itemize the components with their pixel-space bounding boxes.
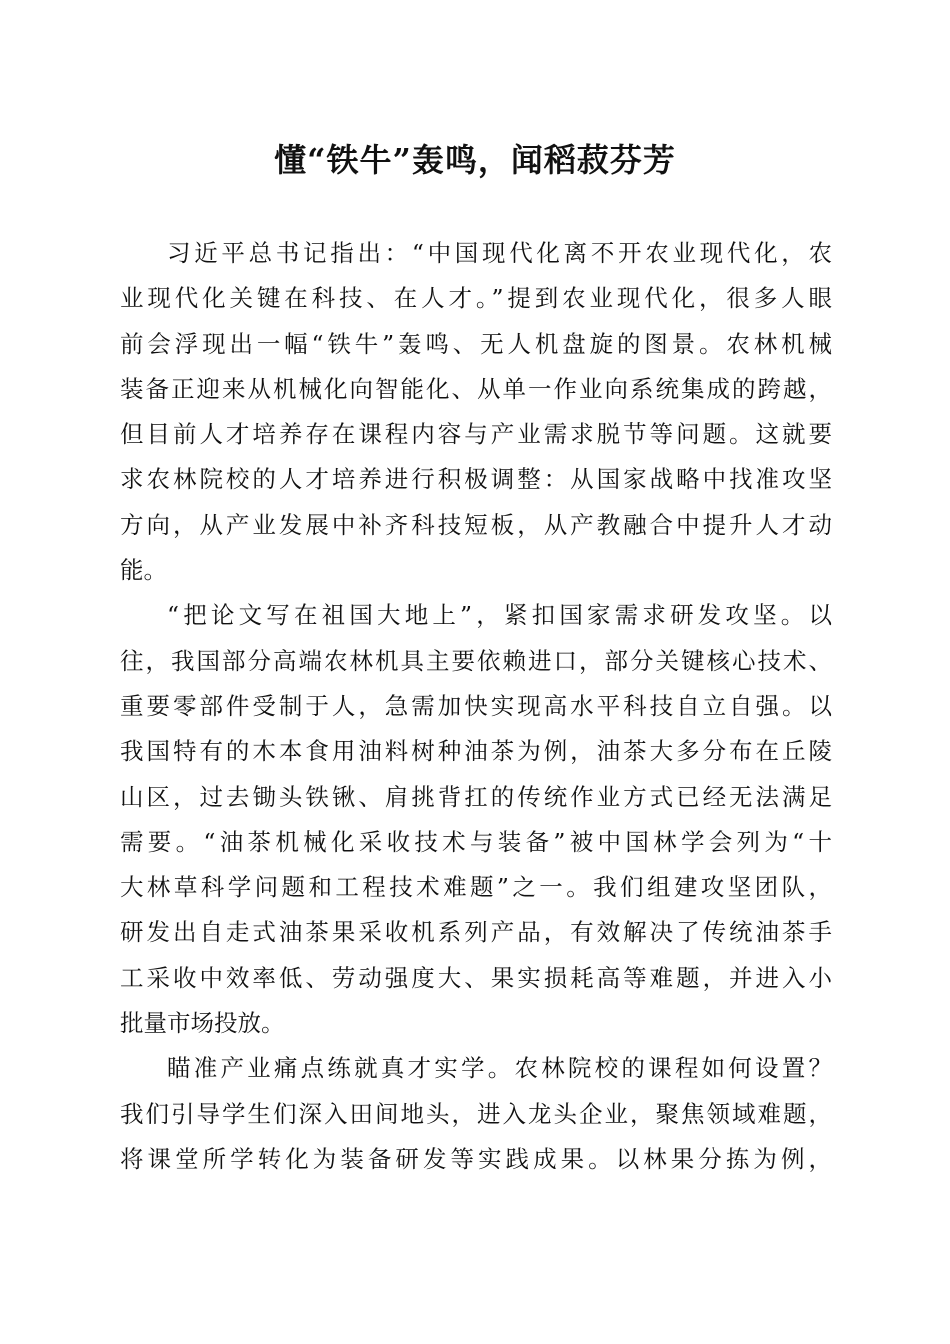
text-line: 重要零部件受制于人，急需加快实现高水平科技自立自强。以 [120,691,832,720]
text-line: 求农林院校的人才培养进行积极调整：从国家战略中找准攻坚 [120,465,832,494]
text-line: 往，我国部分高端农林机具主要依赖进口，部分关键核心技术、 [120,646,832,675]
text-line: 习近平总书记指出：“中国现代化离不开农业现代化，农 [167,239,832,267]
text-line: 大林草科学问题和工程技术难题”之一。我们组建攻坚团队， [120,873,832,902]
text-line: 批量市场投放。 [120,1009,285,1038]
text-line: 但目前人才培养存在课程内容与产业需求脱节等问题。这就要 [120,420,832,449]
text-line: 业现代化关键在科技、在人才。”提到农业现代化，很多人眼 [120,284,832,313]
paragraph-2 [120,593,832,1046]
text-line: 方向，从产业发展中补齐科技短板，从产教融合中提升人才动 [120,510,832,539]
text-line: 我国特有的木本食用油料树种油茶为例，油茶大多分布在丘陵 [120,737,832,766]
text-line: 我们引导学生们深入田间地头，进入龙头企业，聚焦领域难题， [120,1099,832,1128]
text-line: 山区，过去锄头铁锹、肩挑背扛的传统作业方式已经无法满足 [120,782,832,811]
text-line: 工采收中效率低、劳动强度大、果实损耗高等难题，并进入小 [120,963,832,992]
text-line: 能。 [120,556,167,585]
text-line: 需要。“油茶机械化采收技术与装备”被中国林学会列为“十 [120,827,832,856]
article-body [120,231,832,1182]
text-line: 研发出自走式油茶果采收机系列产品，有效解决了传统油茶手 [120,918,832,947]
paragraph-3 [120,1046,832,1182]
page-title: 懂“铁牛”轰鸣，闻稻菽芬芳 [274,141,676,179]
text-line: 瞄准产业痛点练就真才实学。农林院校的课程如何设置？ [167,1054,832,1083]
text-line: 前会浮现出一幅“铁牛”轰鸣、无人机盘旋的图景。农林机械 [120,329,832,358]
text-line: 装备正迎来从机械化向智能化、从单一作业向系统集成的跨越， [120,374,832,403]
text-line: “把论文写在祖国大地上”，紧扣国家需求研发攻坚。以 [167,601,832,630]
paragraph-1 [120,231,832,593]
text-line: 将课堂所学转化为装备研发等实践成果。以林果分拣为例， [120,1144,832,1173]
